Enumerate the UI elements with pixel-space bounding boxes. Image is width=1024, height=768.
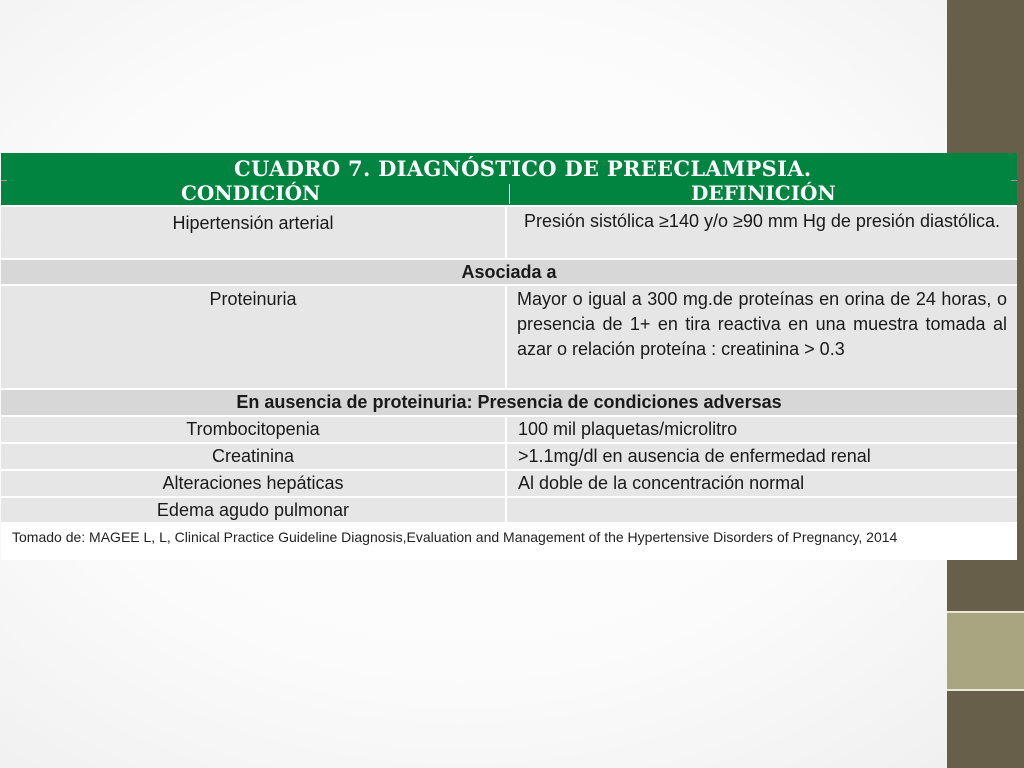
- condition-cell: Proteinuria: [1, 286, 507, 388]
- condition-cell: Hipertensión arterial: [1, 207, 507, 258]
- table-row: [1, 284, 1017, 388]
- slide-marker: [1011, 180, 1017, 181]
- definition-cell: Al doble de la concentración normal: [518, 473, 805, 493]
- sidebar-divider: [947, 689, 1024, 691]
- table-row: [1, 415, 1017, 442]
- sidebar-dark-bottom: [947, 690, 1024, 768]
- definition-cell: Mayor o igual a 300 mg.de proteínas en orina de 24 horas, o presencia de 1+ en tira reactiva en una muestra tomada al azar o relación proteína : creatinina > 0.3: [517, 289, 1007, 359]
- table-row: [1, 496, 1017, 522]
- definition-cell: 100 mil plaquetas/microlitro: [518, 419, 738, 439]
- source-citation: Tomado de: MAGEE L, L, Clinical Practice Guideline Diagnosis,Evaluation and Management of the Hypertensive Disorders of Pregnancy, 2014: [1, 522, 1017, 560]
- slide-marker: [1, 180, 7, 181]
- condition-cell: Creatinina: [1, 444, 507, 469]
- column-header-condition: CONDICIÓN: [181, 181, 321, 205]
- table-row: [1, 205, 1017, 258]
- table-row: [1, 442, 1017, 469]
- diagnosis-table: [1, 153, 1017, 560]
- section-row: [1, 258, 1017, 284]
- table-row: [1, 469, 1017, 496]
- column-header-row: [1, 182, 1017, 205]
- sidebar-light-band: [947, 612, 1024, 690]
- section-header-absence: En ausencia de proteinuria: Presencia de condiciones adversas: [1, 390, 1017, 415]
- condition-cell: Trombocitopenia: [1, 417, 507, 442]
- section-header-associated: Asociada a: [1, 260, 1017, 284]
- table-header: [1, 153, 1017, 205]
- sidebar-divider: [947, 611, 1024, 613]
- section-row: [1, 388, 1017, 415]
- definition-cell: >1.1mg/dl en ausencia de enfermedad renal: [518, 446, 871, 466]
- condition-cell: Edema agudo pulmonar: [1, 498, 507, 522]
- column-header-definition: DEFINICIÓN: [691, 181, 836, 205]
- table-title: CUADRO 7. DIAGNÓSTICO DE PREECLAMPSIA.: [234, 156, 812, 181]
- definition-cell: [507, 498, 1017, 522]
- header-divider: [509, 184, 510, 204]
- condition-cell: Alteraciones hepáticas: [1, 471, 507, 496]
- definition-cell: Presión sistólica ≥140 y/o ≥90 mm Hg de presión diastólica.: [524, 211, 1000, 231]
